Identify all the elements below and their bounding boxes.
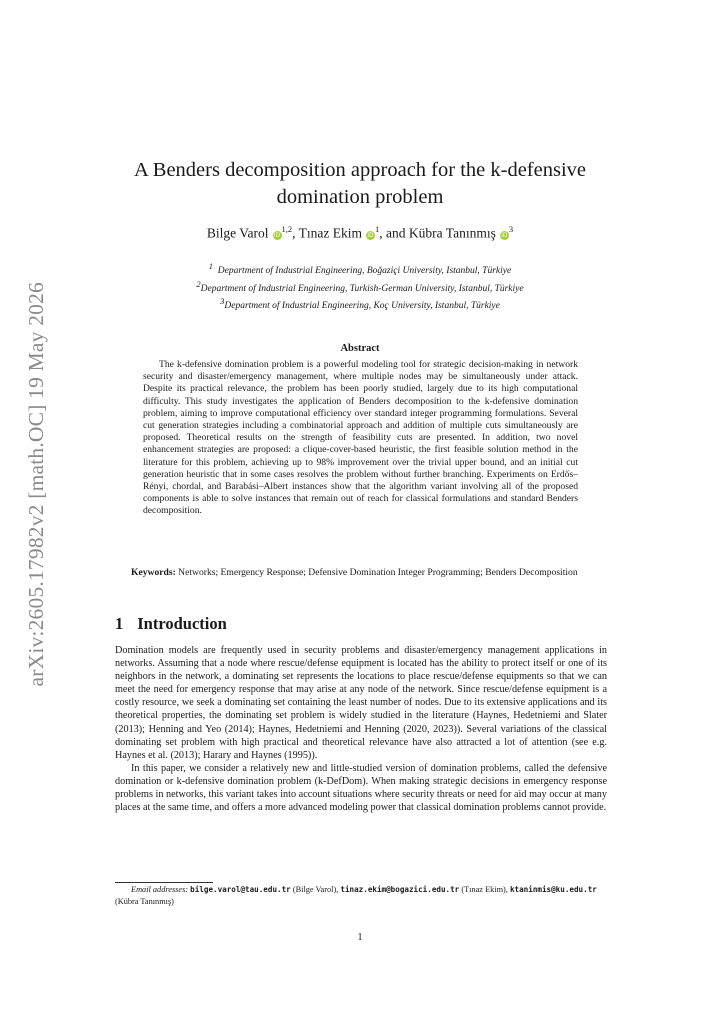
title-line-1: A Benders decomposition approach for the k-defensive <box>133 159 586 181</box>
orcid-icon[interactable]: iD <box>501 231 508 239</box>
author-name: Tınaz Ekim <box>298 225 363 241</box>
page-number: 1 <box>357 932 363 943</box>
email-link[interactable]: bilge.varol@tau.edu.tr <box>190 885 291 894</box>
email-owner: (Tınaz Ekim), <box>461 885 508 894</box>
email-link[interactable]: ktaninmis@ku.edu.tr <box>509 885 597 894</box>
arxiv-identifier[interactable]: arXiv:2605.17982v2 [math.OC] 19 May 2026 <box>24 282 48 687</box>
author-name: Bilge Varol <box>206 225 269 241</box>
section-heading <box>115 614 227 634</box>
orcid-icon[interactable]: iD <box>367 231 374 239</box>
affiliation-line <box>110 260 610 278</box>
footnote-divider <box>115 882 213 883</box>
author-name: Kübra Tanınmış <box>408 225 496 241</box>
footnote-emails <box>115 884 607 907</box>
email-link[interactable]: tinaz.ekim@bogazici.edu.tr <box>340 885 460 894</box>
introduction-body <box>115 644 607 814</box>
footnote-label: Email addresses: <box>131 885 189 894</box>
affiliation-sup: 1 <box>208 261 214 271</box>
section-title: Introduction <box>137 614 227 633</box>
abstract-body: The k-defensive domination problem is a powerful modeling tool for strategic decision-making in network security and disaster/emergency management, where multiple nodes may be simultaneously under attack. Despite its practical relevance, the problem has been poorly studied, largely due to its high computational difficulty. This study investigates the application of Benders decomposition to the k-defensive domination problem, aiming to improve computational efficiency over standard integer programming formulations. Several cut generation strategies including a combinatorial approach and addition of multiple cuts simultaneously are proposed. Theoretical results on the strength of feasibility cuts are presented. In addition, two novel enhancement strategies are proposed: a clique-cover-based heuristic, the first feasible solution method in the literature for this problem, achieving up to 98% improvement over the trivial upper bound, and an initial cut generation heuristic that in some cases resolves the problem without further branching. Experiments on Erdős–Rényi, chordal, and Barabási–Albert instances show that the algorithm variant involving all of the proposed components is able to solve instances that remain out of reach for classical formulations and standard Benders decomposition. <box>143 359 578 517</box>
intro-paragraph-1: Domination models are frequently used in security problems and disaster/emergency management applications in networks. Assuming that a node where rescue/defense equipment is located has the ability to protect itself or one of its neighbors in the network, a dominating set represents the locations to place rescue/defense equipments so that we can meet the need for emergency response that may arise at any node of the network. Since rescue/defense equipment is a costly resource, we seek a dominating set containing the least number of nodes. Due to its extensive applications and its theoretical properties, the dominating set problem is widely studied in the literature (Haynes, Hedetniemi and Slater (2013); Henning and Yeo (2014); Haynes, Hedetniemi and Henning (2020, 2023)). Several variations of the classical dominating set problem with high practical and theoretical relevance have also attracted a lot of attention (see e.g. Haynes et al. (2013); Harary and Haynes (1995)). <box>115 645 607 761</box>
affiliation-text: Department of Industrial Engineering, Boğaziçi University, Istanbul, Türkiye <box>217 266 512 277</box>
author-affil-sup: 1,2 <box>281 224 293 234</box>
affiliation-text: Department of Industrial Engineering, Koç University, Istanbul, Türkiye <box>224 301 500 312</box>
keywords-text: Networks; Emergency Response; Defensive Domination Integer Programming; Benders Decomposition <box>178 567 578 578</box>
section-number: 1 <box>115 614 124 633</box>
author-affil-sup: 1 <box>375 224 380 234</box>
email-owner: (Kübra Tanınmış) <box>115 896 174 906</box>
affiliation-line <box>110 278 610 296</box>
author-conjunction: and <box>386 225 406 241</box>
abstract-heading: Abstract <box>340 343 380 354</box>
keywords-label: Keywords: <box>131 567 176 578</box>
affiliations <box>110 260 610 313</box>
email-owner: (Bilge Varol), <box>292 885 339 894</box>
affiliation-sup: 2 <box>196 278 201 289</box>
title-line-2: domination problem <box>276 186 444 208</box>
orcid-icon[interactable]: iD <box>273 231 281 239</box>
author-affil-sup: 3 <box>508 224 514 234</box>
paper-title <box>110 157 610 211</box>
affiliation-line <box>110 295 610 313</box>
affiliation-text: Department of Industrial Engineering, Turkish-German University, Istanbul, Türkiye <box>200 283 524 294</box>
keywords <box>115 567 606 580</box>
author-list: Bilge Varol iD$^{1,2}$, Tınaz Ekim $iD^1$, and Kübra Tanınmış $iD^3$ <box>206 224 514 241</box>
affiliation-sup: 3 <box>220 296 225 307</box>
intro-paragraph-2: In this paper, we consider a relatively new and little-studied version of domination problems, called the defensive domination or k-defensive domination problem (k-DefDom). When making strategic decisions in emergency response problems in networks, this variant takes into account situations where security threats or need for aid may occur at many places at the same time, and offers a more advanced modeling power that classical domination problems cannot provide. <box>115 762 607 814</box>
